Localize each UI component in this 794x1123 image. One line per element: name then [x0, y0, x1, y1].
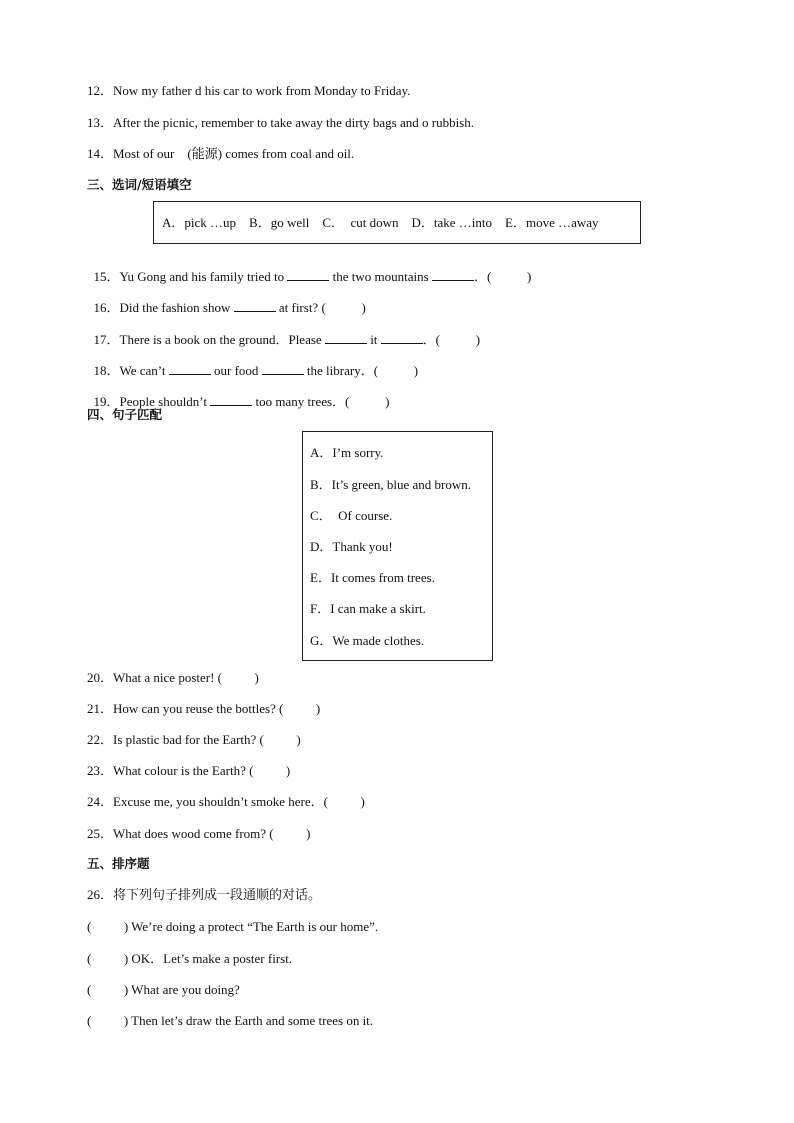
question-26: 26．将下列句子排列成一段通顺的对话。 [87, 887, 322, 902]
question-16-text-b: at first? ( ) [275, 300, 366, 315]
answer-blank[interactable] [169, 362, 211, 375]
order-item: ( ) We’re doing a protect “The Earth is our home”. [87, 919, 379, 934]
question-18-text-c: the library．( ) [303, 363, 419, 378]
section-5-heading: 五、排序题 [87, 856, 150, 871]
match-option-b: B．It’s green, blue and brown. [310, 477, 472, 492]
match-option-g: G．We made clothes. [310, 633, 425, 648]
question-19-text-a: 19．People shouldn’t [93, 394, 211, 409]
question-15-text-b: the two mountains [329, 269, 432, 284]
question-15-text-a: 15．Yu Gong and his family tried to [93, 269, 288, 284]
question-24: 24．Excuse me, you shouldn’t smoke here．( ) [87, 794, 365, 809]
question-16 [87, 283, 366, 316]
question-17 [87, 315, 480, 348]
question-19 [87, 377, 389, 410]
question-17-text-a: 17．There is a book on the ground．Please [93, 332, 325, 347]
question-25: 25．What does wood come from? ( ) [87, 826, 311, 841]
answer-blank[interactable] [381, 331, 423, 344]
answer-blank[interactable] [210, 393, 252, 406]
question-23: 23．What colour is the Earth? ( ) [87, 763, 291, 778]
match-option-f: F．I can make a skirt. [310, 601, 426, 616]
match-option-e: E．It comes from trees. [310, 570, 435, 585]
question-18 [87, 346, 418, 379]
order-item: ( ) What are you doing? [87, 982, 240, 997]
match-options-box [302, 431, 493, 661]
question-21: 21．How can you reuse the bottles? ( ) [87, 701, 321, 716]
answer-blank[interactable] [287, 268, 329, 281]
section-4-heading: 四、句子匹配 [87, 407, 163, 422]
answer-blank[interactable] [234, 299, 276, 312]
word-bank-box [153, 201, 641, 244]
answer-blank[interactable] [432, 268, 474, 281]
answer-blank[interactable] [262, 362, 304, 375]
question-20: 20．What a nice poster! ( ) [87, 670, 259, 685]
question-14: 14．Most of our (能源) comes from coal and oil. [87, 146, 355, 161]
order-item: ( ) OK．Let’s make a poster first. [87, 951, 293, 966]
question-13: 13．After the picnic, remember to take away the dirty bags and o rubbish. [87, 115, 474, 130]
question-18-text-b: our food [210, 363, 262, 378]
question-17-text-c: ．( ) [422, 332, 481, 347]
question-15-text-c: ．( ) [473, 269, 532, 284]
question-19-text-b: too many trees．( ) [252, 394, 390, 409]
question-12: 12．Now my father d his car to work from Monday to Friday. [87, 83, 411, 98]
question-16-text-a: 16．Did the fashion show [93, 300, 234, 315]
question-22: 22．Is plastic bad for the Earth? ( ) [87, 732, 301, 747]
answer-blank[interactable] [325, 331, 367, 344]
order-item: ( ) Then let’s draw the Earth and some trees on it. [87, 1013, 374, 1028]
question-15 [87, 252, 531, 285]
question-17-text-b: it [366, 332, 381, 347]
match-option-a: A．I’m sorry. [310, 445, 384, 460]
match-option-d: D．Thank you! [310, 539, 393, 554]
match-option-c: C． Of course. [310, 508, 393, 523]
section-3-heading: 三、选词/短语填空 [87, 177, 192, 192]
question-18-text-a: 18．We can’t [93, 363, 169, 378]
word-bank-options: A．pick …up B．go well C． cut down D．take …into E．move …away [162, 215, 599, 230]
